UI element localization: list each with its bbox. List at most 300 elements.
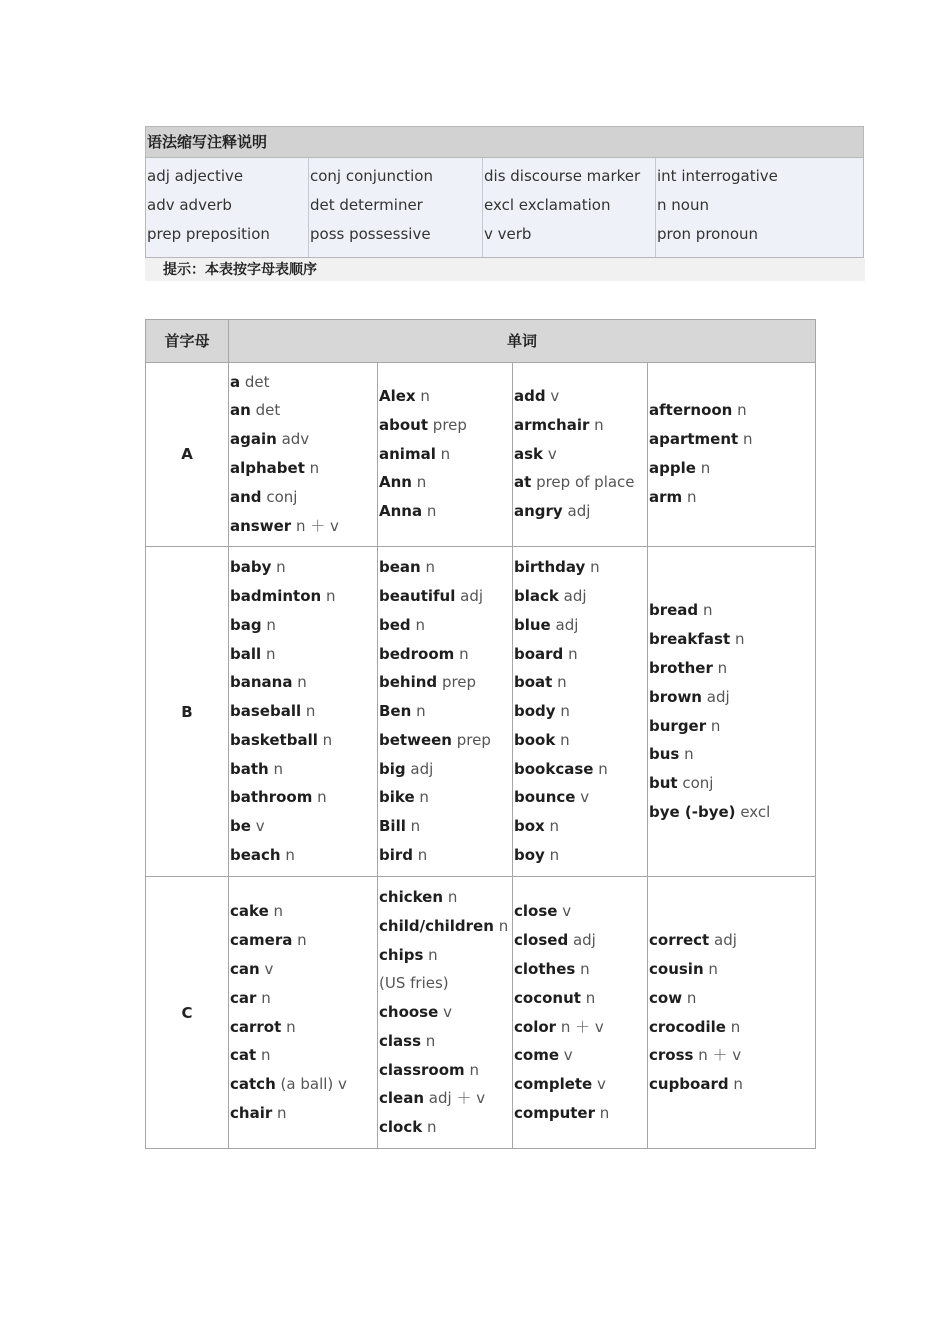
part-of-speech: n xyxy=(686,487,697,506)
legend-item: det determiner xyxy=(310,196,423,214)
legend-column xyxy=(483,158,656,257)
part-of-speech: v xyxy=(264,959,274,978)
part-of-speech: n xyxy=(708,959,718,978)
word-entry xyxy=(230,611,377,640)
word-entry xyxy=(379,941,512,970)
part-of-speech: n xyxy=(469,1060,479,1079)
part-of-speech: n xyxy=(420,387,430,405)
word-entry xyxy=(230,1041,377,1070)
part-of-speech: n xyxy=(297,673,307,692)
part-of-speech: n xyxy=(742,430,753,449)
word: clothes xyxy=(514,959,576,978)
part-of-speech: prep of place xyxy=(536,473,635,492)
part-of-speech: n xyxy=(710,716,721,735)
word: apartment xyxy=(649,430,739,449)
word: bus xyxy=(649,745,680,764)
word-entry xyxy=(649,1013,815,1042)
part-of-speech: n xyxy=(425,558,436,577)
word-entry xyxy=(514,611,647,640)
word-entry xyxy=(514,640,647,669)
part-of-speech: n xyxy=(260,1046,271,1065)
word: bike xyxy=(379,788,415,807)
word-entry xyxy=(514,783,647,812)
word-entry xyxy=(379,755,512,784)
part-of-speech: n xyxy=(266,615,276,634)
part-of-speech: n xyxy=(426,502,437,521)
word: class xyxy=(379,1031,422,1050)
part-of-speech: n xyxy=(261,988,271,1007)
part-of-speech: adj xyxy=(706,687,730,706)
word-entry xyxy=(230,955,377,984)
word-entry xyxy=(649,454,815,483)
word-entry xyxy=(514,468,647,497)
word: crocodile xyxy=(649,1017,726,1036)
part-of-speech: n xyxy=(684,745,694,764)
word-entry xyxy=(514,553,647,582)
word: beach xyxy=(230,846,281,865)
word-entry xyxy=(379,812,512,841)
part-of-speech: n xyxy=(276,558,286,577)
word: catch xyxy=(230,1075,276,1094)
word-entry xyxy=(230,841,377,870)
word: basketball xyxy=(230,730,318,749)
word: breakfast xyxy=(649,630,731,649)
word: bath xyxy=(230,759,269,778)
legend-title: 语法缩写注释说明 xyxy=(146,127,863,158)
word: brother xyxy=(649,658,713,677)
words-cell xyxy=(648,547,815,876)
word: add xyxy=(514,387,546,405)
letter-row xyxy=(146,877,815,1148)
word-entry xyxy=(649,683,815,712)
word-entry xyxy=(514,411,647,440)
word: carrot xyxy=(230,1017,282,1036)
word-entry xyxy=(514,497,647,526)
word: closed xyxy=(514,931,569,950)
part-of-speech: n xyxy=(447,887,458,906)
part-of-speech: v xyxy=(547,444,557,463)
word: burger xyxy=(649,716,707,735)
word: and xyxy=(230,487,262,506)
part-of-speech: n xyxy=(568,644,578,663)
word-entry xyxy=(230,697,377,726)
words-cell xyxy=(378,877,513,1148)
word-entry xyxy=(514,955,647,984)
word: about xyxy=(379,415,429,434)
word: arm xyxy=(649,487,683,506)
word: an xyxy=(230,401,251,420)
word: can xyxy=(230,959,260,978)
legend-item: int interrogative xyxy=(657,167,778,185)
word: Ben xyxy=(379,702,412,721)
word: cupboard xyxy=(649,1075,729,1094)
word: afternoon xyxy=(649,401,733,420)
word: box xyxy=(514,817,545,836)
part-of-speech: n xyxy=(560,730,570,749)
legend-item: v verb xyxy=(484,225,532,243)
part-of-speech: n xyxy=(416,473,427,492)
word-entry xyxy=(230,783,377,812)
word-entry xyxy=(379,1084,512,1113)
part-of-speech: n xyxy=(549,817,560,836)
word: bounce xyxy=(514,788,576,807)
part-of-speech: adj xyxy=(572,931,596,950)
word-entry xyxy=(379,1027,512,1056)
word: bedroom xyxy=(379,644,455,663)
legend-column xyxy=(656,158,863,257)
word-entry xyxy=(230,396,377,425)
word-entry xyxy=(379,668,512,697)
part-of-speech: n xyxy=(730,1017,741,1036)
word-entry xyxy=(514,812,647,841)
table-header xyxy=(146,320,815,363)
word-entry xyxy=(514,440,647,469)
part-of-speech: n xyxy=(427,1118,437,1137)
part-of-speech: v xyxy=(563,1046,573,1065)
word: beautiful xyxy=(379,586,456,605)
part-of-speech: n xyxy=(598,759,608,778)
word: cake xyxy=(230,902,269,921)
part-of-speech: n xyxy=(415,615,425,634)
word-entry xyxy=(514,1070,647,1099)
word: clock xyxy=(379,1118,423,1137)
word-entry xyxy=(649,483,815,512)
word: computer xyxy=(514,1103,595,1122)
part-of-speech: v xyxy=(562,902,572,921)
word-entry xyxy=(379,1113,512,1142)
word-entry xyxy=(514,668,647,697)
part-of-speech: n ＋ v xyxy=(698,1046,742,1065)
word: book xyxy=(514,730,556,749)
letter-row xyxy=(146,547,815,877)
word: Ann xyxy=(379,473,412,492)
word: cat xyxy=(230,1046,257,1065)
legend-item: adv adverb xyxy=(147,196,232,214)
part-of-speech: n xyxy=(285,846,295,865)
word-entry xyxy=(379,726,512,755)
word-entry xyxy=(649,740,815,769)
word: baseball xyxy=(230,702,302,721)
word: bean xyxy=(379,558,421,577)
word-entry xyxy=(379,998,512,1027)
word: clean xyxy=(379,1089,425,1108)
word: baby xyxy=(230,558,272,577)
word: animal xyxy=(379,444,436,463)
words-cell xyxy=(378,547,513,876)
legend-item: conj conjunction xyxy=(310,167,433,185)
part-of-speech: n xyxy=(273,902,284,921)
word: body xyxy=(514,702,556,721)
word-entry xyxy=(379,912,512,941)
part-of-speech: n xyxy=(549,846,560,865)
part-of-speech: det xyxy=(255,401,281,420)
part-of-speech: n ＋ v xyxy=(295,516,339,535)
word-entry xyxy=(649,1041,815,1070)
word-entry xyxy=(649,712,815,741)
letter-cell xyxy=(146,877,229,1148)
part-of-speech: (US fries) xyxy=(379,974,449,993)
word-entry xyxy=(230,984,377,1013)
word: between xyxy=(379,730,452,749)
words-cell xyxy=(229,877,378,1148)
word-entry xyxy=(514,926,647,955)
part-of-speech: prep xyxy=(441,673,477,692)
part-of-speech: n xyxy=(410,817,421,836)
part-of-speech: n ＋ v xyxy=(560,1017,604,1036)
part-of-speech: n xyxy=(560,702,570,721)
part-of-speech: n xyxy=(317,788,327,807)
word-entry xyxy=(379,497,512,526)
word: bookcase xyxy=(514,759,594,778)
word-entry xyxy=(230,640,377,669)
word-entry xyxy=(514,582,647,611)
part-of-speech: n xyxy=(585,988,596,1007)
initial-letter: B xyxy=(181,702,193,721)
word-entry xyxy=(649,926,815,955)
word: but xyxy=(649,774,678,793)
part-of-speech: n xyxy=(297,931,307,950)
word-entry xyxy=(230,755,377,784)
part-of-speech: conj xyxy=(682,774,714,793)
word: Alex xyxy=(379,387,416,405)
word-entry xyxy=(649,798,815,827)
word-entry xyxy=(514,841,647,870)
word-entry xyxy=(649,425,815,454)
word: a xyxy=(230,372,241,391)
part-of-speech: n xyxy=(273,759,284,778)
word: cross xyxy=(649,1046,694,1065)
word-entry xyxy=(379,640,512,669)
part-of-speech: adj xyxy=(460,586,484,605)
word: big xyxy=(379,759,406,778)
word-entry xyxy=(514,726,647,755)
part-of-speech: conj xyxy=(266,487,298,506)
word: apple xyxy=(649,459,696,477)
word-entry xyxy=(514,755,647,784)
part-of-speech: n xyxy=(686,988,697,1007)
part-of-speech: n xyxy=(416,702,426,721)
word-entry xyxy=(230,425,377,454)
word: bird xyxy=(379,846,414,865)
legend-column xyxy=(309,158,483,257)
part-of-speech: n xyxy=(594,415,604,434)
word-entry xyxy=(514,382,647,411)
word: bag xyxy=(230,615,262,634)
word-entry xyxy=(379,1056,512,1085)
word: chair xyxy=(230,1103,273,1122)
part-of-speech: n xyxy=(700,459,711,477)
word: badminton xyxy=(230,586,322,605)
letter-cell xyxy=(146,547,229,876)
part-of-speech: v xyxy=(550,387,560,405)
part-of-speech: n xyxy=(322,730,333,749)
part-of-speech: adj xyxy=(567,502,591,521)
word-entry xyxy=(379,382,512,411)
word: Anna xyxy=(379,502,423,521)
word: bed xyxy=(379,615,411,634)
letter-row xyxy=(146,362,815,547)
word: close xyxy=(514,902,558,921)
part-of-speech: n xyxy=(428,945,438,964)
word: classroom xyxy=(379,1060,465,1079)
word-entry xyxy=(649,984,815,1013)
word: ball xyxy=(230,644,262,663)
legend-item: adj adjective xyxy=(147,167,244,185)
word-entry xyxy=(514,1013,647,1042)
word: answer xyxy=(230,516,292,535)
word: chips xyxy=(379,945,424,964)
part-of-speech: n xyxy=(440,444,451,463)
legend-item: prep preposition xyxy=(147,225,270,243)
word: coconut xyxy=(514,988,581,1007)
word: chicken xyxy=(379,887,444,906)
part-of-speech: adj ＋ v xyxy=(428,1089,486,1108)
part-of-speech: n xyxy=(733,1075,743,1094)
part-of-speech: adj xyxy=(555,615,579,634)
word-entry xyxy=(230,1099,377,1128)
word-entry xyxy=(230,726,377,755)
word: car xyxy=(230,988,257,1007)
word-entry xyxy=(230,582,377,611)
legend-column xyxy=(146,158,309,257)
word-entry xyxy=(379,783,512,812)
part-of-speech: adj xyxy=(563,586,587,605)
word-entry xyxy=(379,611,512,640)
order-hint: 提示：本表按字母表顺序 xyxy=(145,258,865,281)
word-entry xyxy=(230,454,377,483)
word: at xyxy=(514,473,532,492)
word-entry xyxy=(379,883,512,912)
word-entry xyxy=(230,668,377,697)
word-entry xyxy=(230,926,377,955)
initial-letter: C xyxy=(181,1003,193,1022)
word-entry xyxy=(649,596,815,625)
word: Bill xyxy=(379,817,406,836)
part-of-speech: n xyxy=(286,1017,296,1036)
header-words: 单词 xyxy=(506,332,537,350)
part-of-speech: n xyxy=(580,959,590,978)
word-entry xyxy=(230,897,377,926)
part-of-speech: n xyxy=(590,558,600,577)
part-of-speech: excl xyxy=(740,802,771,821)
word: behind xyxy=(379,673,438,692)
word: brown xyxy=(649,687,702,706)
part-of-speech: (a ball) v xyxy=(280,1075,347,1094)
word-entry xyxy=(230,1070,377,1099)
word-entry xyxy=(649,1070,815,1099)
word-entry xyxy=(649,396,815,425)
part-of-speech: v xyxy=(597,1075,606,1094)
legend-item: pron pronoun xyxy=(657,225,759,243)
word: choose xyxy=(379,1003,439,1022)
word: bathroom xyxy=(230,788,313,807)
word-entry xyxy=(379,582,512,611)
legend-body xyxy=(146,158,863,257)
word: armchair xyxy=(514,415,590,434)
word: correct xyxy=(649,931,710,950)
word-entry xyxy=(379,969,512,998)
part-of-speech: v xyxy=(443,1003,452,1022)
word-entry xyxy=(230,512,377,541)
word: banana xyxy=(230,673,293,692)
word: complete xyxy=(514,1075,593,1094)
word-entry xyxy=(379,411,512,440)
word: angry xyxy=(514,502,563,521)
legend-item: n noun xyxy=(657,196,709,214)
part-of-speech: n xyxy=(305,702,316,721)
part-of-speech: n xyxy=(309,459,320,477)
word-entry xyxy=(230,368,377,397)
legend-item: dis discourse marker xyxy=(484,167,641,185)
words-cell xyxy=(229,547,378,876)
part-of-speech: adj xyxy=(714,931,737,950)
words-cell xyxy=(648,877,815,1148)
word-entry xyxy=(514,897,647,926)
word: blue xyxy=(514,615,551,634)
part-of-speech: n xyxy=(737,401,747,420)
part-of-speech: n xyxy=(325,586,336,605)
word: again xyxy=(230,430,277,449)
words-cell xyxy=(229,362,378,546)
word-entry xyxy=(649,955,815,984)
letter-cell xyxy=(146,362,229,546)
part-of-speech: v xyxy=(580,788,590,807)
part-of-speech: n xyxy=(419,788,429,807)
word-entry xyxy=(379,468,512,497)
words-cell xyxy=(513,877,648,1148)
initial-letter: A xyxy=(181,445,193,463)
part-of-speech: n xyxy=(498,916,509,935)
word-entry xyxy=(379,841,512,870)
part-of-speech: n xyxy=(265,644,276,663)
abbreviation-legend xyxy=(145,126,864,258)
word: birthday xyxy=(514,558,586,577)
word: camera xyxy=(230,931,293,950)
part-of-speech: adj xyxy=(410,759,434,778)
part-of-speech: adv xyxy=(281,430,310,449)
word-table xyxy=(145,319,816,1149)
word-entry xyxy=(230,1013,377,1042)
word: child/children xyxy=(379,916,494,935)
word: color xyxy=(514,1017,557,1036)
part-of-speech: prep xyxy=(456,730,491,749)
word-entry xyxy=(230,483,377,512)
words-cell xyxy=(513,362,648,546)
word-entry xyxy=(379,697,512,726)
word: cow xyxy=(649,988,683,1007)
word-entry xyxy=(514,984,647,1013)
words-cell xyxy=(513,547,648,876)
word-entry xyxy=(379,440,512,469)
words-cell xyxy=(648,362,815,546)
word: be xyxy=(230,817,251,836)
word-entry xyxy=(230,553,377,582)
legend-item: poss possessive xyxy=(310,225,431,243)
word-entry xyxy=(649,769,815,798)
part-of-speech: v xyxy=(255,817,265,836)
part-of-speech: n xyxy=(717,658,728,677)
word-entry xyxy=(649,654,815,683)
word: ask xyxy=(514,444,544,463)
part-of-speech: n xyxy=(425,1031,436,1050)
part-of-speech: n xyxy=(277,1103,287,1122)
part-of-speech: n xyxy=(417,846,428,865)
word-entry xyxy=(649,625,815,654)
word: come xyxy=(514,1046,559,1065)
word: bye (-bye) xyxy=(649,802,736,821)
word-entry xyxy=(514,1041,647,1070)
word: alphabet xyxy=(230,459,305,477)
